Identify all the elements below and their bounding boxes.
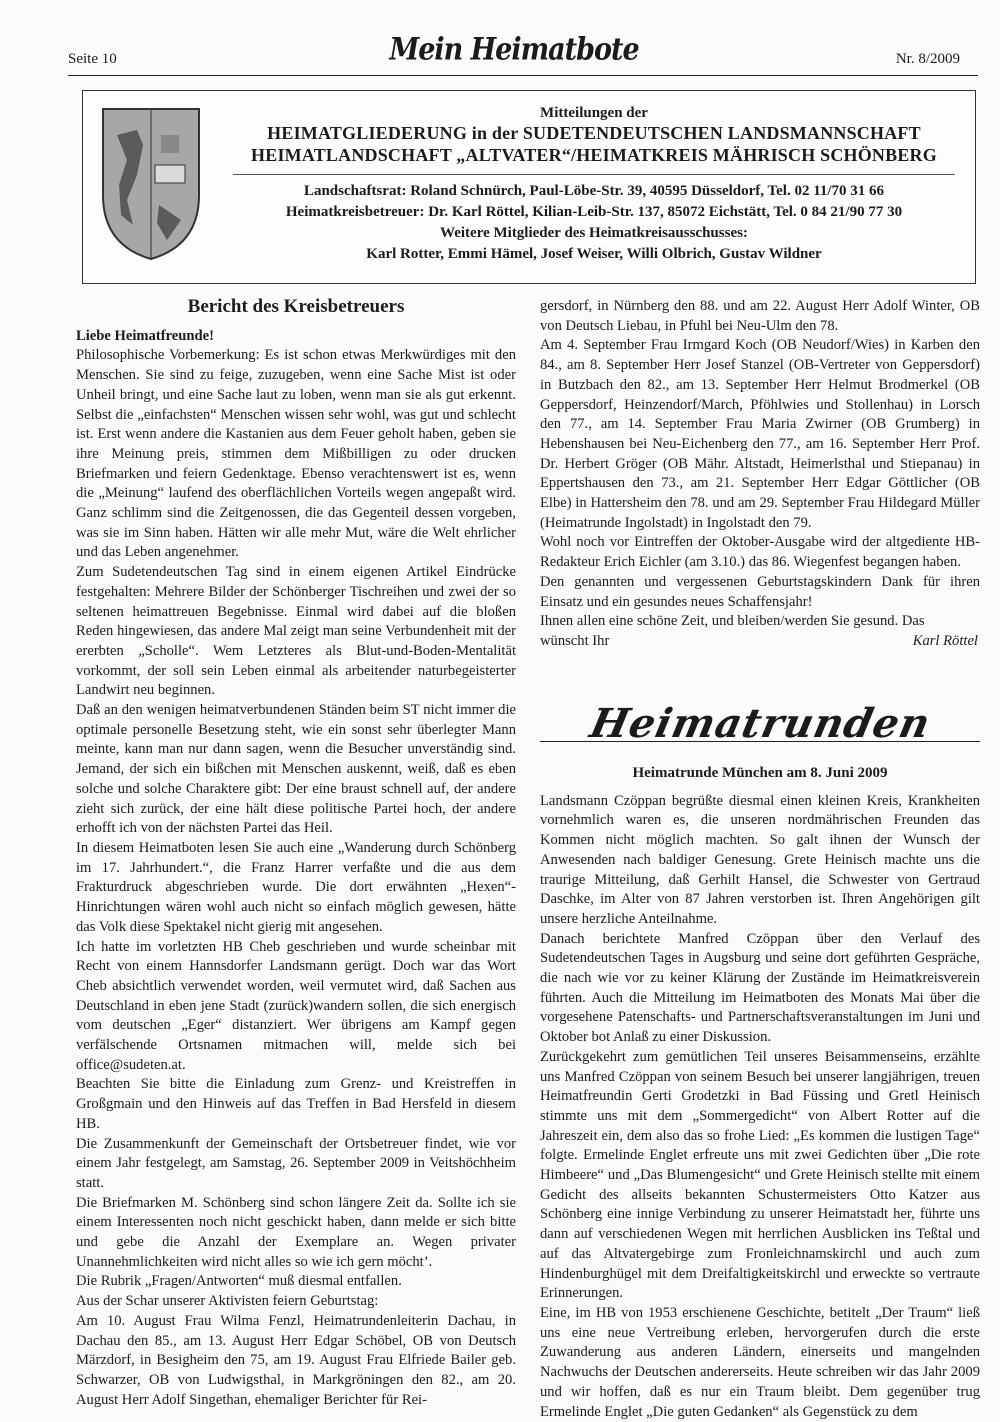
paragraph: Am 10. August Frau Wilma Fenzl, Heimatrundenleiterin Dachau, in Dachau den 85., am 13. August Herr Edgar Schöbel, OB von Deutsch Märzdorf, in Besigheim den 75, am 19. August Frau Elfriede Bailer geb. Schwarzer, OB von Ludwigsthal, in Markgröningen den 82., am 20. August Herr Adolf Singethan, ehemaliger Berichter für Rei- bbox=[76, 1312, 516, 1408]
salutation: Liebe Heimatfreunde! bbox=[76, 327, 214, 344]
paragraph: Landsmann Czöppan begrüßte diesmal einen kleinen Kreis, Krankheiten vornehmlich waren es, die unseren nordmährischen Freunden das Kommen nicht möglich machten. So galt ihnen der Wunsch der Anwesenden nach baldiger Genesung. Grete Heinisch machte uns die traurige Mitteilung, daß Gerhilt Hansel, die Schwester von Gertraud Daschke, im Alter von 87 Jahren verstorben ist. Ihren Angehörigen gilt unsere herzliche Anteilnahme. bbox=[540, 792, 980, 927]
box-divider bbox=[233, 174, 955, 175]
section-rule bbox=[540, 741, 980, 742]
box-contact-1: Landschaftsrat: Roland Schnürch, Paul-Löbe-Str. 39, 40595 Düsseldorf, Tel. 02 11/70 31 66 bbox=[303, 183, 885, 199]
paragraph: Beachten Sie bitte die Einladung zum Grenz- und Kreistreffen in Großgmain und den Hinweis auf das Treffen in Bad Hersfeld in diesem HB. bbox=[76, 1076, 516, 1132]
paragraph: Ihnen allen eine schöne Zeit, und bleiben/werden Sie gesund. Das bbox=[540, 613, 925, 630]
paragraph: Die Zusammenkunft der Gemeinschaft der Ortsbetreuer findet, wie vor einem Jahr festgelegt, am Samstag, 26. September 2009 in Veitshöchheim statt. bbox=[76, 1135, 516, 1191]
coat-of-arms-icon bbox=[97, 105, 205, 263]
right-column-bottom bbox=[540, 764, 980, 1422]
paragraph: Ich hatte im vorletzten HB Cheb geschrieben und wurde scheinbar mit Recht von einem Hannsdorfer Landsmann gerügt. Doch war das Wort Cheb absichtlich verwendet worden, weil vermutet wird, daß Sachen aus Deutschland in eben jene Stadt (zurück)wandern sollen, die sich energisch vom deutschen „Eger“ distanziert. Wer übrigens am Kampf gegen verfälschende Ortsnamen mitmachen will, melde sich bei office@sudeten.at. bbox=[76, 938, 516, 1073]
header-rule bbox=[68, 75, 978, 76]
paragraph: Die Briefmarken M. Schönberg sind schon längere Zeit da. Sollte ich sie einem Interessenten noch nicht geschickt haben, dann melde er sich bitte und gebe die Anzahl der Exemplare an. Wegen privater Unannehmlichkeiten wird nicht alles so wie ich gern möcht’. bbox=[76, 1194, 516, 1270]
paragraph: Aus der Schar unserer Aktivisten feiern Geburtstag: bbox=[76, 1293, 379, 1310]
box-title-2: HEIMATLANDSCHAFT „ALTVATER“/HEIMATKREIS MÄHRISCH SCHÖNBERG bbox=[251, 145, 937, 165]
info-box bbox=[82, 90, 976, 284]
paragraph: Wohl noch vor Eintreffen der Oktober-Ausgabe wird der altgediente HB-Redakteur Erich Eichler (am 3.10.) das 86. Wiegenfest begangen haben. bbox=[540, 534, 980, 571]
sub-heading: Heimatrunde München am 8. Juni 2009 bbox=[632, 765, 888, 781]
section-title: Heimatrunden bbox=[585, 700, 935, 747]
newspaper-logo: Mein Heimatbote bbox=[389, 31, 639, 68]
paragraph: Eine, im HB von 1953 erschienene Geschichte, betitelt „Der Traum“ ließ uns eine neue Vertreibung erleben, hervorgerufen durch die erste Zuwanderung aus anderen Ländern, einerseits und mangelnden Nachwuchs der Deutschen andererseits. Heute schreiben wir das Jahr 2009 und wir hoffen, daß es nur ein Traum bleibt. Dem gegenüber trug Ermelinde Englet „Die guten Gedanken“ als Gegenstück zu dem bbox=[540, 1304, 980, 1420]
paragraph: In diesem Heimatboten lesen Sie auch eine „Wanderung durch Schönberg im 17. Jahrhundert.“, die Franz Harrer verfaßte und die aus dem Frakturdruck abgeschrieben wurde. Die dort erwähnten „Hexen“-Hinrichtungen wären wohl auch nicht so einfach möglich gewesen, hätte das Volk diese Spektakel nicht gierig mit angesehen. bbox=[76, 839, 516, 935]
paragraph: Die Rubrik „Fragen/Antworten“ muß diesmal entfallen. bbox=[76, 1273, 402, 1290]
paragraph: Am 4. September Frau Irmgard Koch (OB Neudorf/Wies) in Karben den 84., am 8. September Herr Josef Stanzel (OB-Vertreter von Geppersdorf) in Butzbach den 82., am 13. September Herr Helmut Brodmerkel (OB Geppersdorf, Heinzendorf/March, Pföhlwies und Stollenhau) in Lorsch den 77., am 14. September Frau Maria Zwirner (OB Grumberg) in Hebenshausen bei Neu-Eichenberg den 77., am 16. September Herr Prof. Dr. Herbert Gröger (OB Mähr. Altstadt, Heimerlsthal und Stiepanau) in Eppertshausen den 73., am 21. September Herr Edgar Göttlicher (OB Elbe) in Hattersheim den 78. und am 29. September Frau Hildegard Müller (Heimatrunde Ingolstadt) in Ingolstadt den 79. bbox=[540, 337, 980, 531]
paragraph: Philosophische Vorbemerkung: Es ist schon etwas Merkwürdiges mit den Menschen. Sie sind zu feige, zuzugeben, wenn eine Sache Mist ist oder Unheil bringt, und eine Sache laut zu loben, wenn man sie als gut erkennt. Selbst die „einfachsten“ Menschen wissen sehr wohl, was gut und schlecht ist. Erst wenn andere die Kastanien aus dem Feuer geholt haben, geben sie ihre Meinung preis, stimmen dem Mißbilligen zu oder drucken Briefmarken und feiern Gedenktage. Ebenso verachtenswert ist es, wenn die „Meinung“ laufend des oberflächlichen Vorteils wegen angepaßt wird. Ganz schlimm sind die Zeitgenossen, die das Gegenteil dessen vorgeben, was sie im Sinn haben. Hätten wir alle mehr Mut, wäre die Welt ehrlicher und das Leben angenehmer. bbox=[76, 347, 516, 561]
box-title-1: HEIMATGLIEDERUNG in der SUDETENDEUTSCHEN LANDSMANNSCHAFT bbox=[267, 123, 921, 143]
paragraph: Den genannten und vergessenen Geburtstagskindern Dank für ihren Einsatz und ein gesundes neues Schaffensjahr! bbox=[540, 573, 980, 610]
article-heading: Bericht des Kreisbetreuers bbox=[187, 296, 405, 317]
box-contact-2: Heimatkreisbetreuer: Dr. Karl Röttel, Kilian-Leib-Str. 137, 85072 Eichstätt, Tel. 0 84 21/90 77 30 bbox=[285, 204, 903, 220]
paragraph: Zum Sudetendeutschen Tag sind in einem eigenen Artikel Eindrücke festgehalten: Mehrere Bilder der Schönberger Tischreihen und zwei der so seltenen heimattreuen Begebnisse. Einmal wird dabei auf die bloßen Reden hingewiesen, das andere Mal zeigt man seine Verbundenheit mit der ererbten „Scholle“. Wem Letzteres als Blut-und-Boden-Mentalität vorkommt, der soll sein Leben einmal als arbeitender naturbegeisterter Landwirt neu beginnen. bbox=[76, 564, 516, 699]
box-intro: Mitteilungen der bbox=[540, 105, 648, 121]
section-title-wrap bbox=[540, 700, 980, 747]
box-contact-3: Weitere Mitglieder des Heimatkreisausschusses: bbox=[440, 225, 748, 241]
signature-line bbox=[540, 632, 980, 652]
page-header bbox=[68, 28, 960, 68]
closing: wünscht Ihr bbox=[540, 632, 610, 649]
issue-number: Nr. 8/2009 bbox=[895, 51, 960, 67]
right-column-top bbox=[540, 297, 980, 652]
left-column bbox=[76, 297, 516, 1410]
paragraph: Zurückgekehrt zum gemütlichen Teil unseres Beisammenseins, erzählte uns Manfred Czöppan von seinem Besuch bei unserer langjährigen, treuen Heimatfreundin Gerti Grodetzki in Bad Füssing und Gretl Heinisch stimmte uns mit dem „Sommergedicht“ von Albert Rotter auf die Jahreszeit ein, dem also das so frohe Lied: „Es kommen die lustigen Tage“ folgte. Ermelinde Englet erfreute uns mit zwei Gedichten über „Die rote Himbeere“ und „Das Blumengesicht“ und Grete Heinisch stellte mit einem Gedicht des allseits bekannten Schustermeisters Otto Katzer aus Schönberg eine innige Verbindung zu unserer Heimatstadt her, führte uns dann auf verschiedenen Wegen mit herrlichen Ausblicken ins Teßtal und auf das Altvatergebirge zum Fronleichnamskirchl und auch zum Hindenburghügel mit dem Dreifaltigkeitskirchl und erweckte so vertraute Erinnerungen. bbox=[540, 1048, 980, 1302]
signature: Karl Röttel bbox=[912, 632, 978, 649]
box-contact-4: Karl Rotter, Emmi Hämel, Josef Weiser, Willi Olbrich, Gustav Wildner bbox=[366, 246, 822, 262]
paragraph: gersdorf, in Nürnberg den 88. und am 22. August Herr Adolf Winter, OB von Deutsch Liebau, in Pfuhl bei Neu-Ulm den 78. bbox=[540, 298, 980, 334]
page-number: Seite 10 bbox=[68, 51, 117, 67]
paragraph: Danach berichtete Manfred Czöppan über den Verlauf des Sudetendeutschen Tages in Augsburg und seine dort geführten Gespräche, die nach wie vor zu keiner Klärung der Zustände im Heimatkreisverein führten. Auch die Mitteilung im Heimatboten des Monats Mai über die vorgesehene Patenschafts- und Partnerschaftsveranstaltungen im Juni und Oktober bot Anlaß zu einer Diskussion. bbox=[540, 930, 980, 1046]
paragraph: Daß an den wenigen heimatverbundenen Ständen beim ST nicht immer die optimale personelle Besetzung steht, wie ein sonst sehr überlegter Mann meinte, kann man nur dann sagen, wenn die Besucher unverständig sind. Jemand, der sich ein bißchen mit Menschen auskennt, weiß, daß es eben solche und solche Charaktere gibt: Der eine braust schnell auf, der andere zieht sich zurück, der eine hält diese politische Partei hoch, der andere erhofft ich von der nächsten Partei das Heil. bbox=[76, 702, 516, 837]
